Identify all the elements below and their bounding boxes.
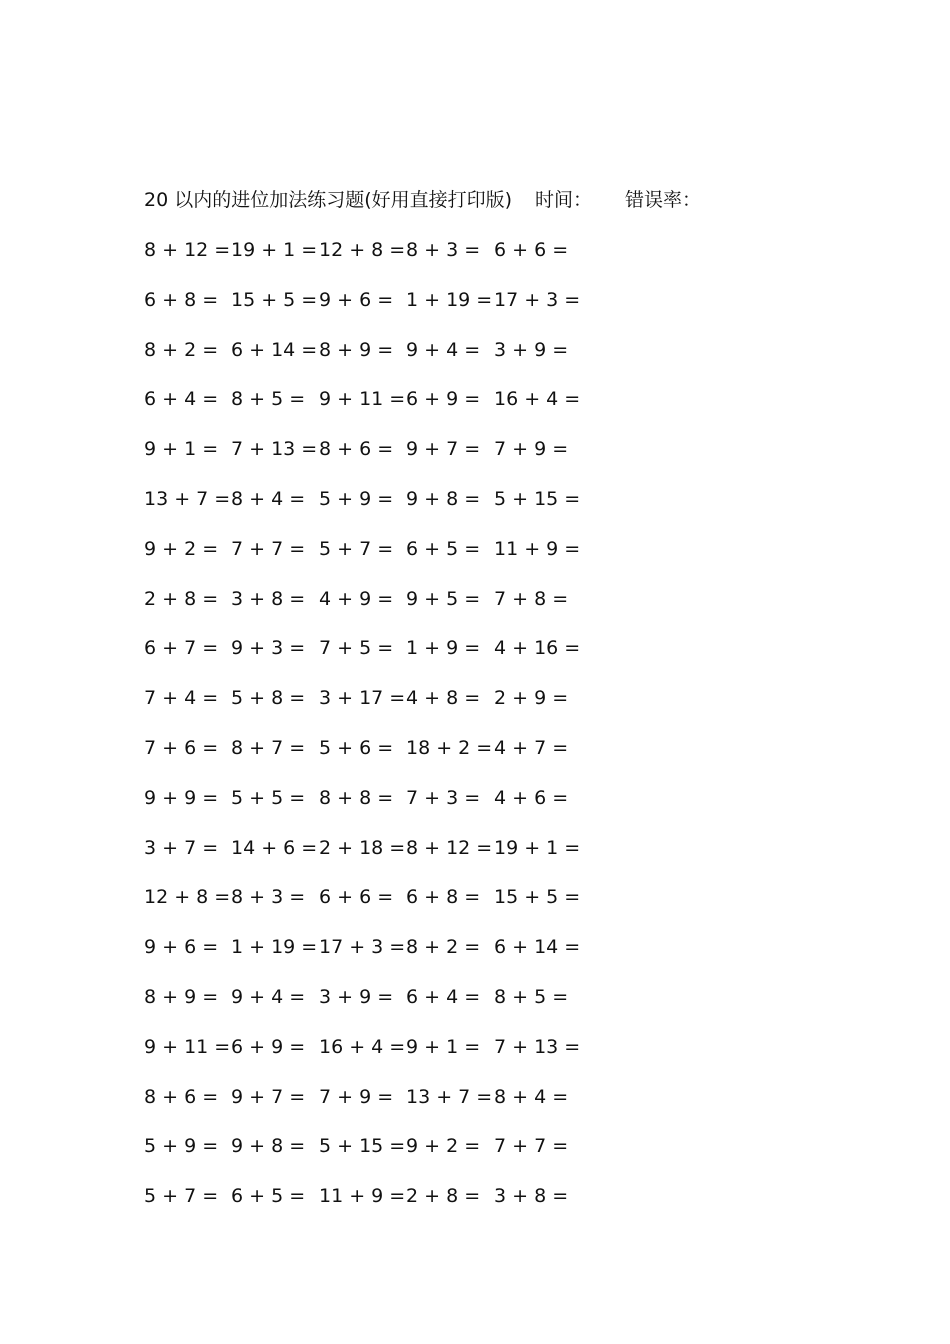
problem-row	[0, 1131, 950, 1161]
addition-problem: 8 + 6 =	[319, 438, 394, 461]
addition-problem: 7 + 4 =	[144, 687, 219, 710]
problem-row	[0, 434, 950, 464]
addition-problem: 7 + 9 =	[319, 1085, 394, 1108]
addition-problem: 8 + 12 =	[406, 836, 493, 859]
addition-problem: 11 + 9 =	[494, 537, 581, 560]
addition-problem: 8 + 5 =	[494, 986, 569, 1008]
addition-problem: 3 + 9 =	[319, 986, 394, 1008]
problem-row	[0, 982, 950, 1012]
problem-row	[0, 833, 950, 863]
addition-problem: 6 + 6 =	[494, 239, 569, 261]
addition-problem: 5 + 15 =	[494, 488, 581, 510]
addition-problem: 13 + 7 =	[406, 1085, 493, 1108]
addition-problem: 6 + 6 =	[319, 886, 394, 909]
addition-problem: 2 + 9 =	[494, 687, 569, 710]
problem-row	[0, 384, 950, 414]
problem-row	[0, 484, 950, 514]
addition-problem: 14 + 6 =	[231, 836, 318, 859]
addition-problem: 12 + 8 =	[144, 886, 231, 909]
addition-problem: 6 + 5 =	[231, 1185, 306, 1208]
addition-problem: 2 + 8 =	[406, 1185, 481, 1208]
addition-problem: 8 + 2 =	[144, 338, 219, 361]
problem-row	[0, 235, 950, 265]
addition-problem: 9 + 6 =	[319, 288, 394, 311]
addition-problem: 6 + 8 =	[144, 288, 219, 311]
addition-problem: 19 + 1 =	[231, 239, 318, 261]
addition-problem: 8 + 2 =	[406, 936, 481, 959]
addition-problem: 8 + 3 =	[406, 239, 481, 261]
addition-problem: 9 + 4 =	[231, 986, 306, 1008]
addition-problem: 2 + 18 =	[319, 836, 406, 859]
problem-row	[0, 1181, 950, 1211]
addition-problem: 1 + 19 =	[231, 936, 318, 959]
addition-problem: 7 + 5 =	[319, 637, 394, 660]
addition-problem: 7 + 6 =	[144, 737, 219, 759]
addition-problem: 7 + 13 =	[494, 1035, 581, 1058]
addition-problem: 15 + 5 =	[231, 288, 318, 311]
addition-problem: 3 + 9 =	[494, 338, 569, 361]
problem-row	[0, 783, 950, 813]
worksheet-title: 20 以内的进位加法练习题(好用直接打印版)	[144, 189, 513, 211]
addition-problem: 11 + 9 =	[319, 1185, 406, 1208]
addition-problem: 8 + 8 =	[319, 786, 394, 809]
addition-problem: 1 + 9 =	[406, 637, 481, 660]
addition-problem: 8 + 4 =	[494, 1085, 569, 1108]
addition-problem: 6 + 5 =	[406, 537, 481, 560]
addition-problem: 17 + 3 =	[319, 936, 406, 959]
addition-problem: 5 + 5 =	[231, 786, 306, 809]
addition-problem: 5 + 7 =	[144, 1185, 219, 1208]
time-label: 时间：	[535, 189, 593, 211]
addition-problem: 4 + 8 =	[406, 687, 481, 710]
addition-problem: 3 + 8 =	[494, 1185, 569, 1208]
addition-problem: 9 + 8 =	[406, 488, 481, 510]
addition-problem: 6 + 4 =	[144, 388, 219, 411]
addition-problem: 9 + 5 =	[406, 587, 481, 610]
problem-row	[0, 584, 950, 614]
addition-problem: 8 + 12 =	[144, 239, 231, 261]
addition-problem: 7 + 3 =	[406, 786, 481, 809]
addition-problem: 7 + 13 =	[231, 438, 318, 461]
addition-problem: 4 + 16 =	[494, 637, 581, 660]
addition-problem: 9 + 4 =	[406, 338, 481, 361]
addition-problem: 9 + 3 =	[231, 637, 306, 660]
problem-row	[0, 335, 950, 365]
addition-problem: 9 + 2 =	[406, 1135, 481, 1158]
problem-row	[0, 1082, 950, 1112]
addition-problem: 2 + 8 =	[144, 587, 219, 610]
problem-row	[0, 683, 950, 713]
addition-problem: 8 + 9 =	[319, 338, 394, 361]
addition-problem: 9 + 6 =	[144, 936, 219, 959]
addition-problem: 6 + 7 =	[144, 637, 219, 660]
addition-problem: 4 + 9 =	[319, 587, 394, 610]
addition-problem: 8 + 6 =	[144, 1085, 219, 1108]
addition-problem: 3 + 7 =	[144, 836, 219, 859]
addition-problem: 9 + 1 =	[144, 438, 219, 461]
addition-problem: 5 + 9 =	[319, 488, 394, 510]
addition-problem: 4 + 7 =	[494, 737, 569, 759]
problem-row	[0, 633, 950, 663]
addition-problem: 9 + 11 =	[144, 1035, 231, 1058]
addition-problem: 4 + 6 =	[494, 786, 569, 809]
addition-problem: 16 + 4 =	[494, 388, 581, 411]
addition-problem: 9 + 7 =	[406, 438, 481, 461]
addition-problem: 17 + 3 =	[494, 288, 581, 311]
addition-problem: 9 + 8 =	[231, 1135, 306, 1158]
addition-problem: 1 + 19 =	[406, 288, 493, 311]
addition-problem: 5 + 6 =	[319, 737, 394, 759]
addition-problem: 6 + 14 =	[494, 936, 581, 959]
addition-problem: 8 + 7 =	[231, 737, 306, 759]
addition-problem: 7 + 7 =	[231, 537, 306, 560]
addition-problem: 9 + 1 =	[406, 1035, 481, 1058]
problem-row	[0, 733, 950, 763]
addition-problem: 9 + 2 =	[144, 537, 219, 560]
addition-problem: 8 + 3 =	[231, 886, 306, 909]
problem-row	[0, 534, 950, 564]
addition-problem: 5 + 7 =	[319, 537, 394, 560]
addition-problem: 7 + 9 =	[494, 438, 569, 461]
addition-problem: 6 + 8 =	[406, 886, 481, 909]
addition-problem: 16 + 4 =	[319, 1035, 406, 1058]
addition-problem: 3 + 8 =	[231, 587, 306, 610]
addition-problem: 9 + 7 =	[231, 1085, 306, 1108]
addition-problem: 9 + 11 =	[319, 388, 406, 411]
addition-problem: 18 + 2 =	[406, 737, 493, 759]
addition-problem: 5 + 9 =	[144, 1135, 219, 1158]
addition-problem: 15 + 5 =	[494, 886, 581, 909]
addition-problem: 3 + 17 =	[319, 687, 406, 710]
addition-problem: 8 + 4 =	[231, 488, 306, 510]
problem-row	[0, 932, 950, 962]
error-rate-label: 错误率：	[625, 189, 702, 211]
addition-problem: 6 + 4 =	[406, 986, 481, 1008]
problem-row	[0, 285, 950, 315]
addition-problem: 12 + 8 =	[319, 239, 406, 261]
addition-problem: 6 + 14 =	[231, 338, 318, 361]
addition-problem: 6 + 9 =	[231, 1035, 306, 1058]
addition-problem: 19 + 1 =	[494, 836, 581, 859]
problem-row	[0, 882, 950, 912]
addition-problem: 7 + 8 =	[494, 587, 569, 610]
addition-problem: 8 + 9 =	[144, 986, 219, 1008]
addition-problem: 5 + 15 =	[319, 1135, 406, 1158]
addition-problem: 5 + 8 =	[231, 687, 306, 710]
addition-problem: 8 + 5 =	[231, 388, 306, 411]
addition-problem: 9 + 9 =	[144, 786, 219, 809]
addition-problem: 7 + 7 =	[494, 1135, 569, 1158]
addition-problem: 13 + 7 =	[144, 488, 231, 510]
addition-problem: 6 + 9 =	[406, 388, 481, 411]
problem-row	[0, 1032, 950, 1062]
